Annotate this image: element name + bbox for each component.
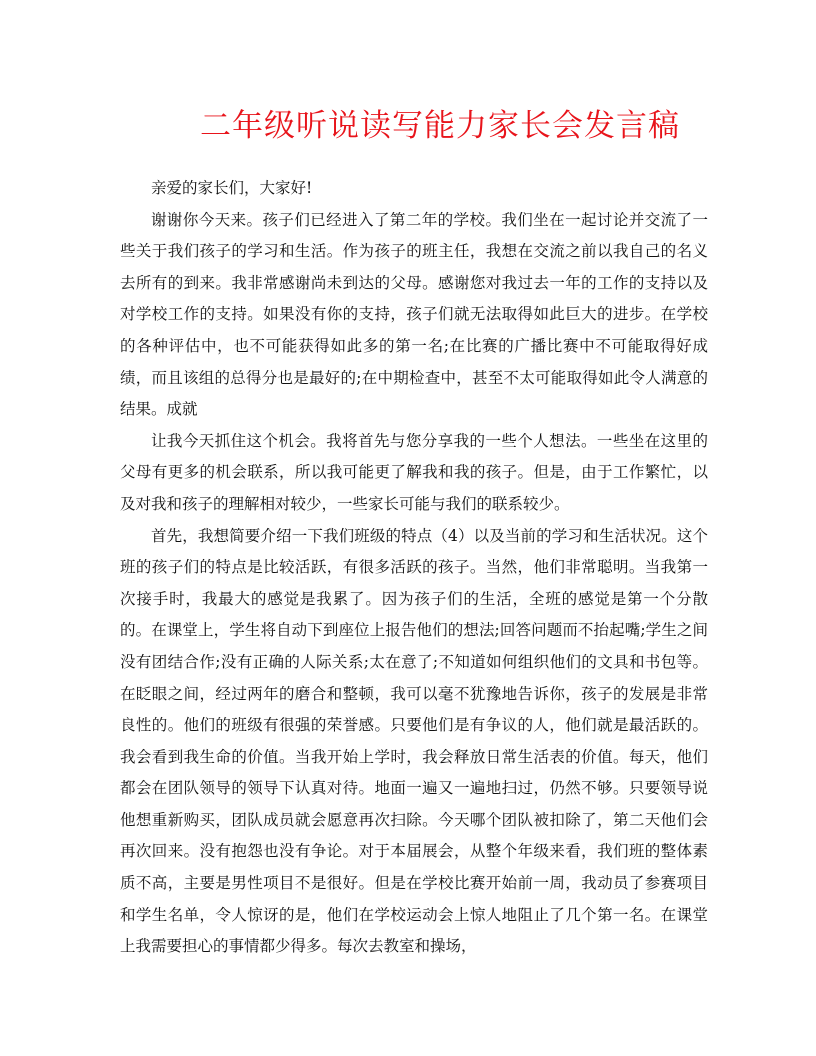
greeting-paragraph: 亲爱的家长们，大家好!	[151, 179, 313, 197]
paragraph-class-features: 首先，我想简要介绍一下我们班级的特点（4）以及当前的学习和生活状况。这个班的孩子们的特点是比较活跃，有很多活跃的孩子。当然，他们非常聪明。当我第一次接手时，我最大的感觉是我累了。因为孩子们的生活，全班的感觉是第一个分散的。在课堂上，学生将自动下到座位上报告他们的想法;回答问题而不抬起嘴;学生之间没有团结合作;没有正确的人际关系;太在意了;不知道如何组织他们的文具和书包等。在眨眼之间，经过两年的磨合和整顿，我可以毫不犹豫地告诉你，孩子的发展是非常良性的。他们的班级有很强的荣誉感。只要他们是有争议的人，他们就是最活跃的。我会看到我生命的价值。当我开始上学时，我会释放日常生活表的价值。每天，他们都会在团队领导的领导下认真对待。地面一遍又一遍地扫过，仍然不够。只要领导说他想重新购买，团队成员就会愿意再次扫除。今天哪个团队被扣除了，第二天他们会再次回来。没有抱怨也没有争论。对于本届展会，从整个年级来看，我们班的整体素质不高，主要是男性项目不是很好。但是在学校比赛开始前一周，我动员了参赛项目和学生名单，令人惊讶的是，他们在学校运动会上惊人地阻止了几个第一名。在课堂上我需要担心的事情都少得多。每次去教室和操场，	[120, 526, 708, 956]
document-title: 二年级听说读写能力家长会发言稿	[200, 108, 680, 144]
paragraph-opportunity: 让我今天抓住这个机会。我将首先与您分享我的一些个人想法。一些坐在这里的父母有更多的机会联系，所以我可能更了解我和我的孩子。但是，由于工作繁忙，以及对我和孩子的理解相对较少，一些家长可能与我们的联系较少。	[120, 431, 708, 513]
paragraph-thanks: 谢谢你今天来。孩子们已经进入了第二年的学校。我们坐在一起讨论并交流了一些关于我们孩子的学习和生活。作为孩子的班主任，我想在交流之前以我自己的名义去所有的到来。我非常感谢尚未到达的父母。感谢您对我过去一年的工作的支持以及对学校工作的支持。如果没有你的支持，孩子们就无法取得如此巨大的进步。在学校的各种评估中，也不可能获得如此多的第一名;在比赛的广播比赛中不可能取得好成绩，而且该组的总得分也是最好的;在中期检查中，甚至不太可能取得如此令人满意的结果。成就	[120, 210, 708, 419]
document-body	[120, 173, 708, 963]
